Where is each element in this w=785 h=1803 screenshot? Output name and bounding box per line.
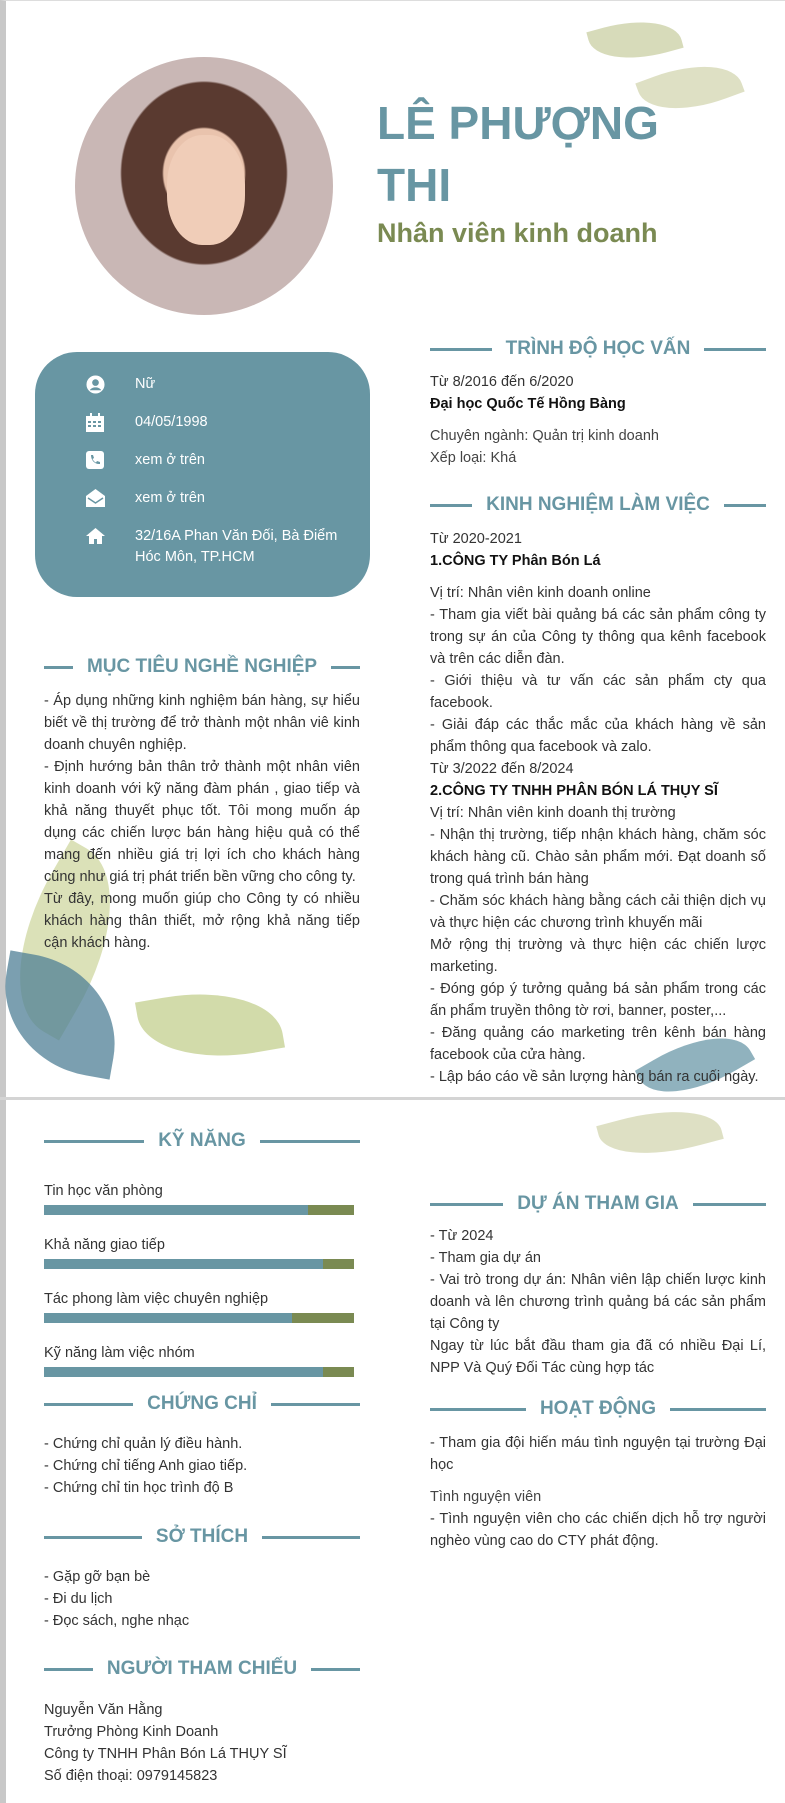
home-icon xyxy=(85,526,105,546)
skill-bar xyxy=(44,1367,354,1377)
contact-email: xem ở trên xyxy=(85,488,355,509)
experience-block: Từ 2020-2021 1.CÔNG TY Phân Bón Lá Vị trí: Nhân viên kinh doanh online - Tham gia viết bài quảng bá các sản phẩm công ty trong sự án của Công ty thông qua kênh facebook và trên các diễn đàn. - Giới thiệu và tư vấn các sản phẩm cty qua facebook. - Giải đáp các thắc mắc của khách hàng về sản phẩm thông qua facebook và zalo. Từ 3/2022 đến 8/2024 2.CÔNG TY TNHH PHÂN BÓN LÁ THỤY SĨ Vị trí: Nhân viên kinh doanh thị trường - Nhận thị trường, tiếp nhận khách hàng, chăm sóc khách hàng cũ. Chào sản phẩm mới. Đạt doanh số trong quá trình bán hàng - Chăm sóc khách hàng bằng cách cải thiện dịch vụ và thực hiện các chương trình khuyến mãi Mở rộng thị trường và thực hiện các chiến lược marketing. - Đóng góp ý tưởng quảng bá sản phẩm trong các ấn phẩm truyền thông tờ rơi, banner, poster,... - Đăng quảng cáo marketing trên kênh bán hàng facebook của cửa hàng. - Lập báo cáo về sản lượng hàng bán ra cuối ngày. xyxy=(430,531,766,1085)
section-heading-experience: KINH NGHIỆM LÀM VIỆC xyxy=(430,494,766,516)
projects-block: - Từ 2024 - Tham gia dự án - Vai trò trong dự án: Nhân viên lập chiến lược kinh doanh và lên chương trình quảng bá các sản phẩm tại Công ty Ngay từ lúc bắt đầu tham gia đã có nhiều Đại Lí, NPP Và Quý Đối Tác cùng hợp tác xyxy=(430,1228,766,1376)
education-block: Từ 8/2016 đến 6/2020 Đại học Quốc Tế Hồng Bàng Chuyên ngành: Quản trị kinh doanh Xếp loại: Khá xyxy=(430,374,659,466)
calendar-icon xyxy=(85,412,105,432)
section-heading-objective: MỤC TIÊU NGHỀ NGHIỆP xyxy=(44,656,360,678)
contact-birthday: 04/05/1998 xyxy=(85,412,355,433)
section-heading-education: TRÌNH ĐỘ HỌC VẤN xyxy=(430,338,766,360)
skill-item: Kỹ năng làm việc nhóm xyxy=(44,1345,354,1377)
user-icon xyxy=(85,374,105,394)
section-heading-certificates: CHỨNG CHỈ xyxy=(44,1393,360,1415)
contact-gender: Nữ xyxy=(85,374,355,395)
skill-bar xyxy=(44,1259,354,1269)
phone-icon xyxy=(85,450,105,470)
section-heading-activities: HOẠT ĐỘNG xyxy=(430,1398,766,1420)
envelope-icon xyxy=(85,488,105,508)
contact-address: 32/16A Phan Văn Đối, Bà Điểm Hóc Môn, TP.HCM xyxy=(85,526,355,568)
contact-phone: xem ở trên xyxy=(85,450,355,471)
section-heading-hobbies: SỞ THÍCH xyxy=(44,1526,360,1548)
reference-block: Nguyễn Văn Hằng Trưởng Phòng Kinh Doanh Công ty TNHH Phân Bón Lá THỤY SĨ Số điện thoại: 0979145823 xyxy=(44,1702,287,1784)
page-break xyxy=(0,1097,785,1100)
section-heading-skills: KỸ NĂNG xyxy=(44,1130,360,1152)
hobbies-list: - Gặp gỡ bạn bè - Đi du lịch - Đọc sách, nghe nhạc xyxy=(44,1569,190,1629)
skill-item: Tác phong làm việc chuyên nghiệp xyxy=(44,1291,354,1323)
skill-bar xyxy=(44,1205,354,1215)
skill-item: Khả năng giao tiếp xyxy=(44,1237,354,1269)
skill-bar xyxy=(44,1313,354,1323)
job-title: Nhân viên kinh doanh xyxy=(377,218,658,248)
section-heading-projects: DỰ ÁN THAM GIA xyxy=(430,1193,766,1215)
activities-block: - Tham gia đội hiến máu tình nguyện tại trường Đại học Tình nguyện viên - Tình nguyện viên cho các chiến dịch hỗ trợ người nghèo vùng cao do CTY phát động. xyxy=(430,1435,766,1549)
profile-photo xyxy=(75,57,333,315)
contact-box xyxy=(35,352,370,597)
candidate-name: LÊ PHƯỢNG THI xyxy=(377,97,659,211)
certificates-list: - Chứng chỉ quản lý điều hành. - Chứng chỉ tiếng Anh giao tiếp. - Chứng chỉ tin học trình độ B xyxy=(44,1436,248,1496)
section-heading-reference: NGƯỜI THAM CHIẾU xyxy=(44,1658,360,1680)
objective-text: - Áp dụng những kinh nghiệm bán hàng, sự hiểu biết về thị trường để trở thành một nhân viê kinh doanh chuyên nghiệp. - Định hướng bản thân trở thành một nhân viên kinh doanh với kỹ năng đàm phán , giao tiếp và khả năng thuyết phục tốt. Tôi mong muốn áp dụng các chiến lược bán hàng hiệu quả có thể mang đến nhiều giá trị lợi ích cho khách hàng cũng như giá trị phát triển bền vững cho công ty. Từ đây, mong muốn giúp cho Công ty có nhiều khách hàng thân thiết, mở rộng khả năng tiếp cận khách hàng. xyxy=(44,693,360,951)
skill-item: Tin học văn phòng xyxy=(44,1183,354,1215)
